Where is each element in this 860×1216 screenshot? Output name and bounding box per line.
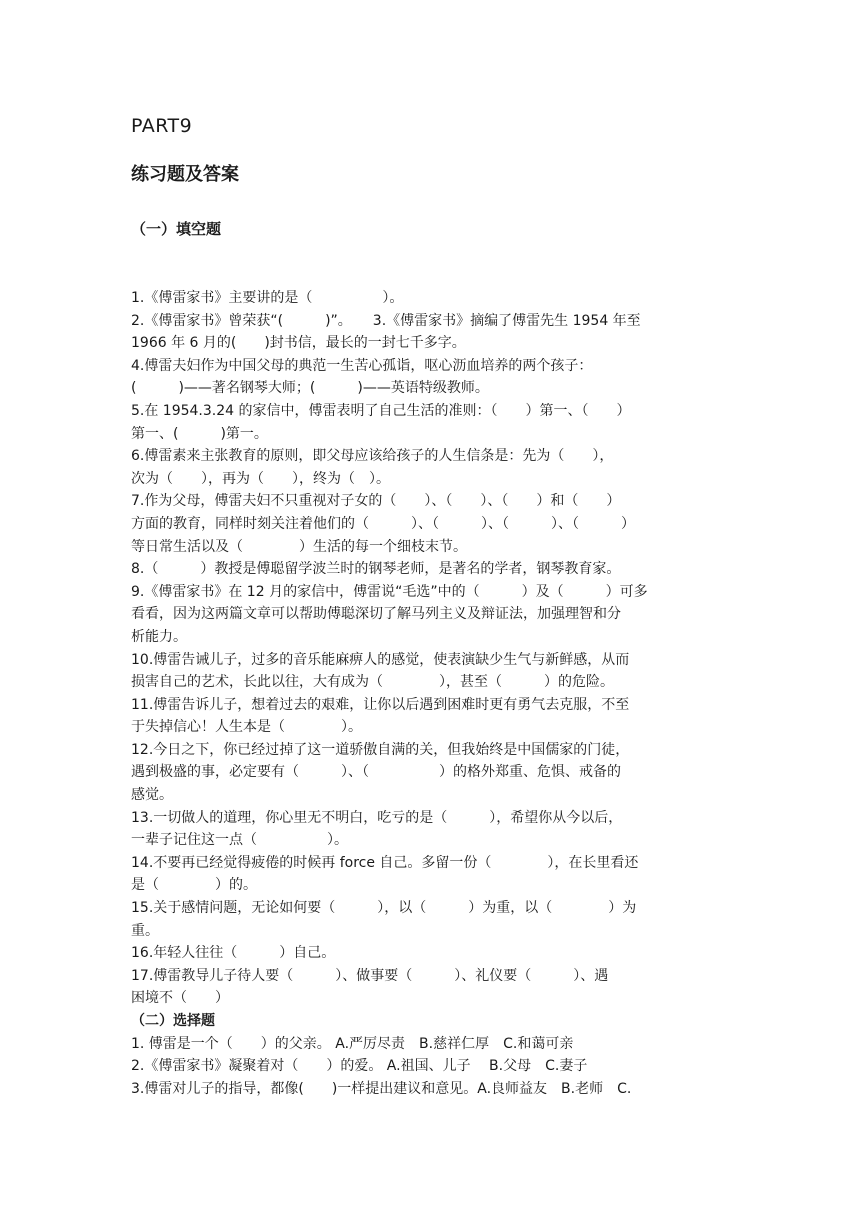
- text-line: 2.《傅雷家书》曾荣获“( )”。 3.《傅雷家书》摘编了傅雷先生 1954 年至: [131, 312, 641, 329]
- text-line: 6.傅雷素来主张教育的原则，即父母应该给孩子的人生信条是：先为（ ），: [131, 448, 614, 465]
- choice-section-heading: （二）选择题: [131, 1013, 215, 1029]
- text-line: 5.在 1954.3.24 的家信中，傅雷表明了自己生活的准则：（ ）第一、（ ）: [131, 402, 631, 419]
- text-line: 9.《傅雷家书》在 12 月的家信中，傅雷说“毛选”中的（ ）及（ ）可多: [131, 583, 648, 600]
- text-line: 8.（ ）教授是傅聪留学波兰时的钢琴老师，是著名的学者，钢琴教育家。: [131, 561, 621, 578]
- text-line: 是（ ）的。: [131, 877, 257, 894]
- text-line: 感觉。: [131, 787, 173, 804]
- text-line: 第一、( )第一。: [131, 425, 268, 442]
- text-line: 损害自己的艺术，长此以往，大有成为（ ），甚至（ ）的危险。: [131, 674, 614, 691]
- page-title: 练习题及答案: [131, 164, 239, 185]
- text-line: 7.作为父母，傅雷夫妇不只重视对子女的（ ）、（ ）、（ ）和（ ）: [131, 493, 621, 510]
- text-line: 17.傅雷教导儿子待人要（ ）、做事要（ ）、礼仪要（ ）、遇: [131, 967, 609, 984]
- text-line: 1. 傅雷是一个（ ）的父亲。 A.严厉尽责 B.慈祥仁厚 C.和蔼可亲: [131, 1035, 574, 1052]
- text-line: 析能力。: [131, 628, 187, 645]
- text-line: 看看，因为这两篇文章可以帮助傅聪深切了解马列主义及辩证法，加强理智和分: [131, 606, 621, 623]
- text-line: 困境不（ ）: [131, 990, 229, 1007]
- fill-in-blank-heading: （一）填空题: [131, 220, 222, 238]
- text-line: 重。: [131, 922, 159, 939]
- text-line: 方面的教育，同样时刻关注着他们的（ ）、（ ）、（ ）、（ ）: [131, 515, 635, 532]
- text-line: 15.关于感情问题，无论如何要（ ），以（ ）为重，以（ ）为: [131, 900, 637, 917]
- text-line: 次为（ ），再为（ ），终为（ ）。: [131, 470, 390, 487]
- text-line: 10.傅雷告诫儿子，过多的音乐能麻痹人的感觉，使表演缺少生气与新鲜感，从而: [131, 651, 630, 668]
- text-line: 11.傅雷告诉儿子，想着过去的艰难，让你以后遇到困难时更有勇气去克服，不至: [131, 696, 630, 713]
- text-line: ( )——著名钢琴大师；( )——英语特级教师。: [131, 380, 489, 397]
- text-line: 16.年轻人往往（ ）自己。: [131, 945, 336, 962]
- text-line: 2.《傅雷家书》凝聚着对（ ）的爱。 A.祖国、儿子 B.父母 C.妻子: [131, 1058, 588, 1075]
- text-line: 1.《傅雷家书》主要讲的是（ ）。: [131, 290, 404, 306]
- text-line: 3.傅雷对儿子的指导，都像( )一样提出建议和意见。A.良师益友 B.老师 C.: [131, 1080, 632, 1097]
- question-list: [131, 287, 735, 1100]
- text-line: 一辈子记住这一点（ ）。: [131, 832, 348, 849]
- part-label: PART9: [131, 115, 193, 137]
- text-line: 1966 年 6 月的( )封书信，最长的一封七千多字。: [131, 335, 466, 352]
- text-line: 等日常生活以及（ ）生活的每一个细枝末节。: [131, 538, 467, 555]
- text-line: 于失掉信心！人生本是（ ）。: [131, 719, 362, 736]
- text-line: 13.一切做人的道理，你心里无不明白，吃亏的是（ ），希望你从今以后，: [131, 809, 623, 826]
- text-line: 4.傅雷夫妇作为中国父母的典范一生苦心孤诣，呕心沥血培养的两个孩子：: [131, 357, 593, 374]
- text-line: 14.不要再已经觉得疲倦的时候再 force 自己。多留一份（ ），在长里看还: [131, 854, 639, 871]
- text-line: 12.今日之下，你已经过掉了这一道骄傲自满的关，但我始终是中国儒家的门徒，: [131, 741, 630, 758]
- text-line: 遇到极盛的事，必定要有（ ）、（ ）的格外郑重、危惧、戒备的: [131, 764, 621, 781]
